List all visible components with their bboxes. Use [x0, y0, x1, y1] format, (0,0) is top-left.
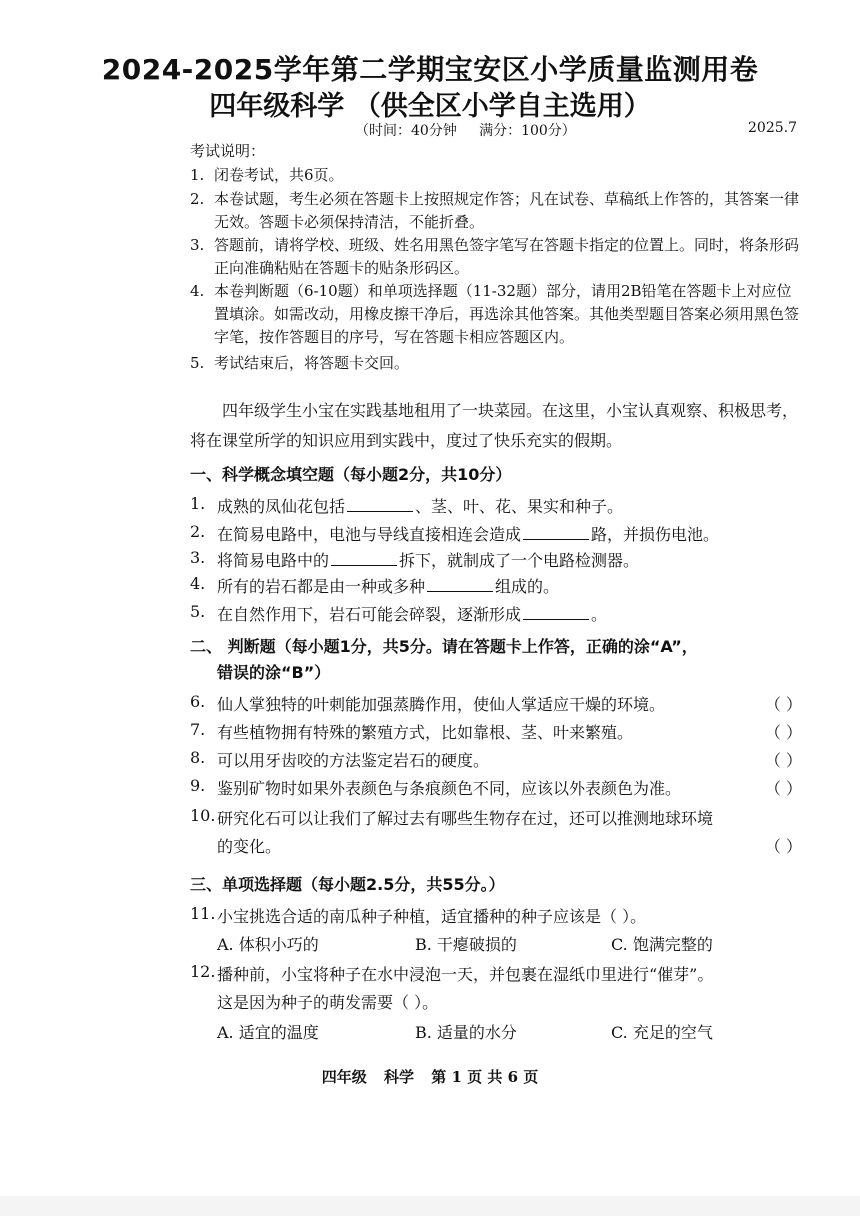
question-5 — [190, 602, 802, 625]
option-c[interactable]: C. 饱满完整的 — [611, 935, 713, 954]
exam-date: 2025.7 — [748, 120, 797, 136]
instructions-title: 考试说明： — [190, 142, 266, 160]
question-number: 10. — [190, 806, 216, 825]
option-b[interactable]: B. 干瘪破损的 — [415, 935, 517, 954]
question-10-cont — [190, 834, 802, 857]
question-text: 仙人掌独特的叶刺能加强蒸腾作用，使仙人掌适应干燥的环境。 — [217, 695, 666, 714]
question-12 — [190, 962, 802, 985]
footer-grade: 四年级 — [321, 1068, 367, 1086]
answer-parentheses[interactable]: （ ） — [764, 723, 802, 742]
question-text: 拆下，就制成了一个电路检测器。 — [399, 551, 640, 570]
question-number: 1. — [190, 494, 206, 513]
instruction-text: 考试结束后，将答题卡交回。 — [214, 354, 410, 372]
exam-subtitle: 四年级科学 （供全区小学自主选用） — [209, 91, 651, 122]
question-number: 4. — [190, 574, 206, 593]
page-footer — [0, 1066, 860, 1087]
scenario-intro: 四年级学生小宝在实践基地租用了一块菜园。在这里，小宝认真观察、积极思考，将在课堂所学的知识应用到实践中，度过了快乐充实的假期。 — [190, 401, 799, 450]
instruction-item — [190, 234, 800, 280]
question-number: 6. — [190, 692, 206, 711]
answer-blank[interactable] — [347, 497, 413, 512]
question-number: 8. — [190, 748, 206, 767]
question-number: 2. — [190, 522, 206, 541]
option-a[interactable]: A. 适宜的温度 — [217, 1023, 319, 1042]
question-12-cont — [190, 990, 802, 1013]
question-text: 。 — [591, 605, 608, 624]
instruction-item — [190, 164, 800, 187]
section-fill-blank-title: 一、科学概念填空题（每小题2分，共10分） — [190, 465, 512, 484]
question-number: 5. — [190, 602, 206, 621]
instruction-text: 答题前，请将学校、班级、姓名用黑色签字笔写在答题卡指定的位置上。同时，将条形码正向准确粘贴在答题卡的贴条形码区。 — [214, 236, 800, 277]
question-text: 小宝挑选合适的南瓜种子种植，适宜播种的种子应该是（ ）。 — [217, 907, 647, 926]
instruction-number: 5. — [190, 354, 205, 372]
question-8 — [190, 748, 802, 771]
answer-blank[interactable] — [331, 551, 397, 566]
question-6 — [190, 692, 802, 715]
question-number: 11. — [190, 904, 216, 923]
time-score-info: （时间：40分钟 满分：100分） — [355, 123, 576, 139]
question-text: 所有的岩石都是由一种或多种 — [217, 577, 426, 596]
question-4 — [190, 574, 802, 597]
question-3 — [190, 548, 802, 571]
answer-parentheses[interactable]: （ ） — [764, 695, 802, 714]
question-text: 可以用牙齿咬的方法鉴定岩石的硬度。 — [217, 751, 490, 770]
instruction-text: 本卷试题，考生必须在答题卡上按照规定作答；凡在试卷、草稿纸上作答的，其答案一律无效。答题卡必须保持清洁，不能折叠。 — [214, 190, 800, 231]
question-text: 有些植物拥有特殊的繁殖方式，比如靠根、茎、叶来繁殖。 — [217, 723, 634, 742]
instruction-number: 1. — [190, 166, 205, 184]
section-judgment-title: 二、 判断题（每小题1分，共5分。请在答题卡上作答，正确的涂“A”， — [190, 637, 698, 656]
question-text: 的变化。 — [217, 837, 282, 856]
question-text: 组成的。 — [495, 577, 560, 596]
answer-blank[interactable] — [523, 605, 589, 620]
answer-blank[interactable] — [427, 577, 493, 592]
question-text: 播种前，小宝将种子在水中浸泡一天，并包裹在湿纸巾里进行“催芽”。 — [217, 965, 714, 984]
exam-title: 2024-2025学年第二学期宝安区小学质量监测用卷 — [101, 53, 759, 86]
question-number: 9. — [190, 776, 206, 795]
question-10 — [190, 806, 802, 829]
instruction-number: 4. — [190, 282, 205, 300]
instruction-item — [190, 280, 800, 349]
answer-blank[interactable] — [523, 525, 589, 540]
instruction-number: 3. — [190, 236, 205, 254]
answer-parentheses[interactable]: （ ） — [764, 837, 802, 856]
option-c[interactable]: C. 充足的空气 — [611, 1023, 713, 1042]
question-number: 7. — [190, 720, 206, 739]
answer-parentheses[interactable]: （ ） — [764, 751, 802, 770]
option-b[interactable]: B. 适量的水分 — [415, 1023, 517, 1042]
question-text: 在自然作用下，岩石可能会碎裂，逐渐形成 — [217, 605, 522, 624]
question-text: 研究化石可以让我们了解过去有哪些生物存在过，还可以推测地球环境 — [217, 809, 714, 828]
question-7 — [190, 720, 802, 743]
section-judgment-title-cont: 错误的涂“B”） — [217, 663, 331, 682]
instruction-number: 2. — [190, 190, 205, 208]
footer-subject: 科学 — [384, 1068, 415, 1086]
instruction-text: 本卷判断题（6-10题）和单项选择题（11-32题）部分，请用2B铅笔在答题卡上对应位置填涂。如需改动，用橡皮擦干净后，再选涂其他答案。其他类型题目答案必须用黑色签字笔，按作答题目的序号，写在答题卡相应答题区内。 — [214, 282, 800, 346]
section-choice-title: 三、单项选择题（每小题2.5分，共55分。） — [190, 875, 505, 894]
question-text: 将简易电路中的 — [217, 551, 330, 570]
instruction-item — [190, 352, 800, 375]
question-text: 鉴别矿物时如果外表颜色与条痕颜色不同，应该以外表颜色为准。 — [217, 779, 682, 798]
scan-bottom-edge — [0, 1196, 860, 1216]
question-text: 这是因为种子的萌发需要（ ）。 — [217, 993, 439, 1012]
question-9 — [190, 776, 802, 799]
question-text: 、茎、叶、花、果实和种子。 — [415, 497, 624, 516]
option-a[interactable]: A. 体积小巧的 — [217, 935, 319, 954]
question-number: 3. — [190, 548, 206, 567]
question-2 — [190, 522, 802, 545]
question-text: 在简易电路中，电池与导线直接相连会造成 — [217, 525, 522, 544]
question-text: 成熟的凤仙花包括 — [217, 497, 346, 516]
question-1 — [190, 494, 802, 517]
answer-parentheses[interactable]: （ ） — [764, 779, 802, 798]
instruction-text: 闭卷考试，共6页。 — [214, 166, 344, 184]
question-text: 路，并损伤电池。 — [591, 525, 720, 544]
instruction-item — [190, 188, 800, 234]
footer-page-number: 第 1 页 共 6 页 — [431, 1068, 539, 1086]
question-11 — [190, 904, 802, 927]
question-number: 12. — [190, 962, 216, 981]
